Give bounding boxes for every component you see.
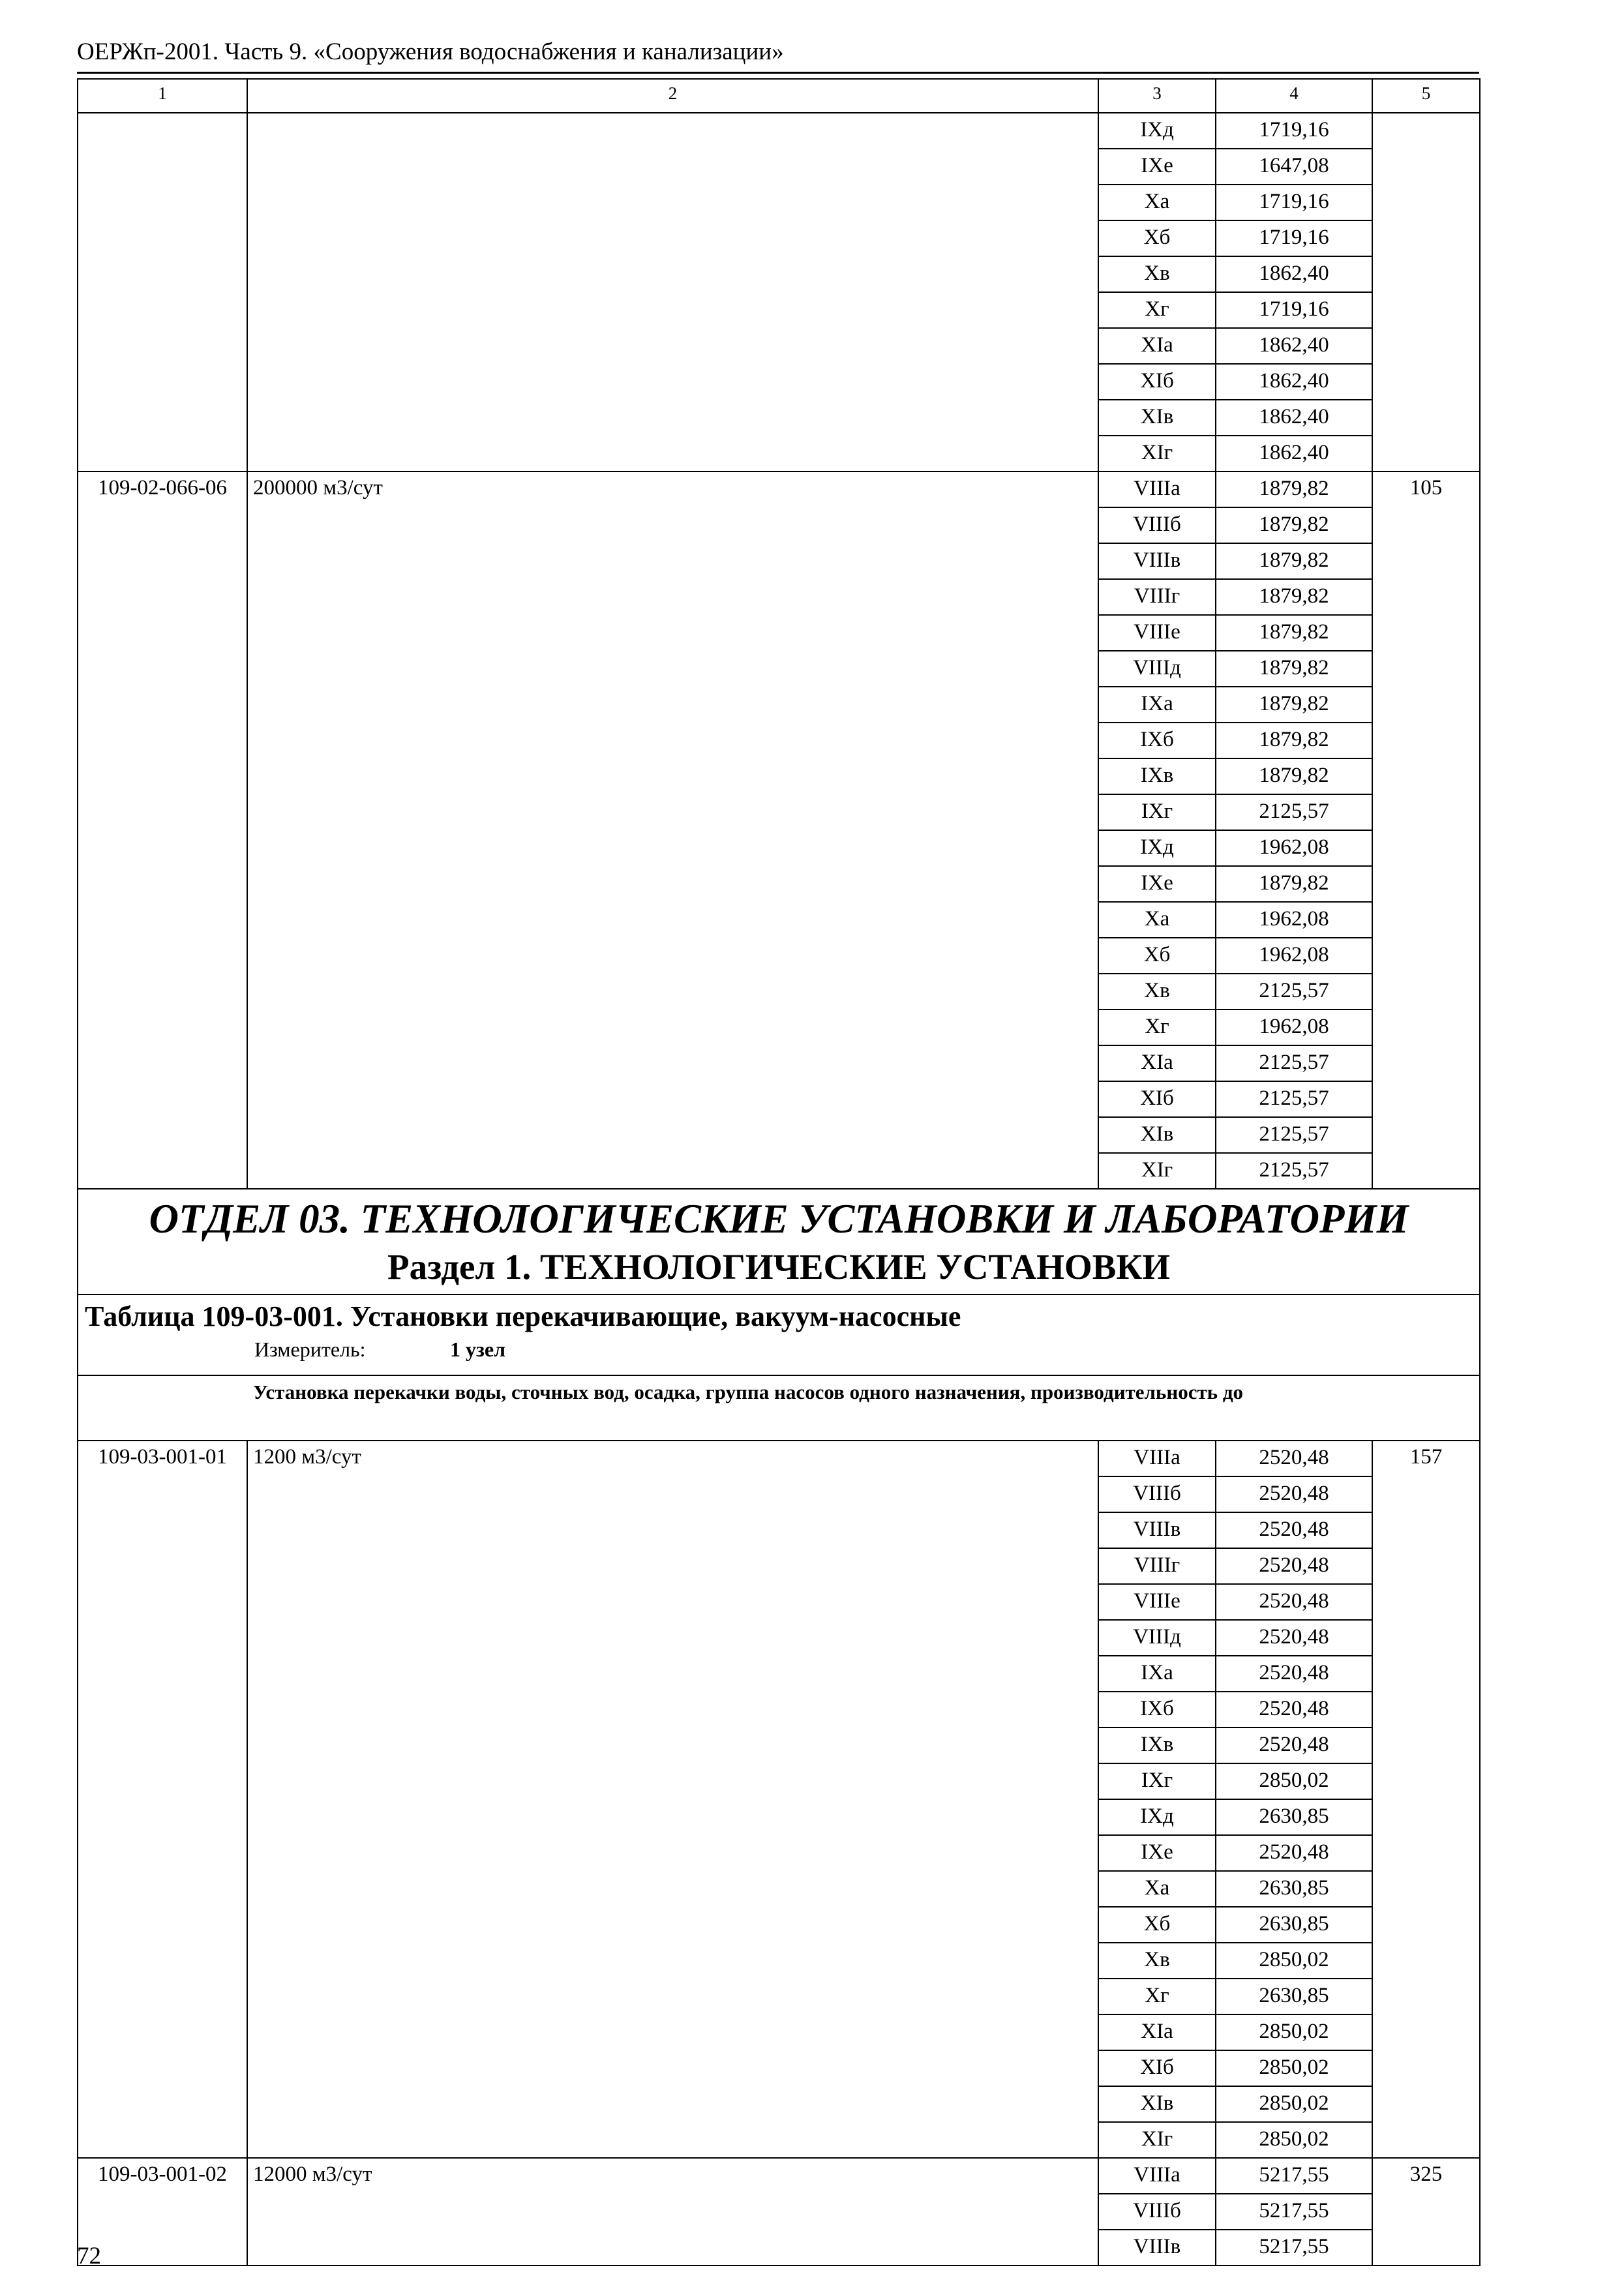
region-cell: Xв [1098, 256, 1216, 292]
table-title-row [78, 1294, 1480, 1375]
table-row [78, 1441, 1480, 1476]
region-cell: VIIIб [1098, 2194, 1216, 2230]
item-value: 157 [1372, 1441, 1480, 2158]
section-heading-row [78, 1189, 1480, 1294]
item-description: 12000 м3/сут [247, 2158, 1098, 2266]
region-cell: VIIIе [1098, 615, 1216, 651]
item-description [247, 113, 1098, 471]
price-cell: 2520,48 [1216, 1728, 1372, 1763]
price-cell: 1879,82 [1216, 687, 1372, 723]
price-cell: 2520,48 [1216, 1476, 1372, 1512]
region-cell: XIг [1098, 436, 1216, 471]
table-title: Таблица 109-03-001. Установки перекачивающие, вакуум-насосные [85, 1300, 961, 1332]
running-header: ОЕРЖп-2001. Часть 9. «Сооружения водоснабжения и канализации» [77, 38, 784, 65]
item-value: 105 [1372, 471, 1480, 1189]
price-cell: 2630,85 [1216, 1907, 1372, 1943]
table-row [78, 471, 1480, 507]
price-cell: 1862,40 [1216, 364, 1372, 400]
price-cell: 1879,82 [1216, 615, 1372, 651]
region-cell: IXа [1098, 687, 1216, 723]
region-cell: XIа [1098, 2014, 1216, 2050]
region-cell: VIIIа [1098, 2158, 1216, 2194]
price-cell: 1879,82 [1216, 651, 1372, 687]
section-heading-cell [78, 1189, 1480, 1294]
region-cell: VIIIд [1098, 651, 1216, 687]
price-cell: 1862,40 [1216, 400, 1372, 436]
price-cell: 2125,57 [1216, 1117, 1372, 1153]
price-cell: 2520,48 [1216, 1835, 1372, 1871]
region-cell: VIIIг [1098, 1548, 1216, 1584]
price-cell: 1647,08 [1216, 149, 1372, 185]
region-cell: IXб [1098, 723, 1216, 758]
price-cell: 2850,02 [1216, 1763, 1372, 1799]
region-cell: VIIIг [1098, 579, 1216, 615]
region-cell: IXв [1098, 1728, 1216, 1763]
region-cell: IXв [1098, 758, 1216, 794]
price-cell: 1962,08 [1216, 830, 1372, 866]
group-description: Установка перекачки воды, сточных вод, осадка, группа насосов одного назначения, производительность до [78, 1375, 1480, 1441]
region-cell: IXг [1098, 794, 1216, 830]
region-cell: XIа [1098, 328, 1216, 364]
table-row [78, 2158, 1480, 2194]
price-cell: 2125,57 [1216, 1153, 1372, 1189]
column-number: 1 [78, 79, 247, 113]
table-row [78, 113, 1480, 149]
price-cell: 2850,02 [1216, 2122, 1372, 2158]
measure-value: 1 узел [450, 1338, 506, 1361]
price-cell: 1879,82 [1216, 758, 1372, 794]
price-cell: 2520,48 [1216, 1512, 1372, 1548]
price-cell: 1862,40 [1216, 256, 1372, 292]
price-cell: 1879,82 [1216, 507, 1372, 543]
price-cell: 1879,82 [1216, 579, 1372, 615]
column-number-row [78, 79, 1480, 113]
item-code: 109-03-001-02 [78, 2158, 247, 2266]
price-cell: 2125,57 [1216, 1081, 1372, 1117]
measure-label: Измеритель: [254, 1338, 366, 1361]
item-description: 1200 м3/сут [247, 1441, 1098, 2158]
price-cell: 2850,02 [1216, 2014, 1372, 2050]
price-cell: 5217,55 [1216, 2194, 1372, 2230]
region-cell: Xг [1098, 292, 1216, 328]
region-cell: XIв [1098, 2086, 1216, 2122]
region-cell: XIа [1098, 1045, 1216, 1081]
region-cell: XIг [1098, 1153, 1216, 1189]
region-cell: Xг [1098, 1979, 1216, 2014]
price-cell: 1962,08 [1216, 1010, 1372, 1045]
price-cell: 2520,48 [1216, 1548, 1372, 1584]
price-cell: 2630,85 [1216, 1871, 1372, 1907]
price-cell: 1719,16 [1216, 220, 1372, 256]
price-cell: 2520,48 [1216, 1584, 1372, 1620]
page-number: 72 [77, 2243, 101, 2269]
item-code: 109-02-066-06 [78, 471, 247, 1189]
region-cell: Xв [1098, 974, 1216, 1010]
price-cell: 1862,40 [1216, 328, 1372, 364]
price-cell: 2850,02 [1216, 2050, 1372, 2086]
price-cell: 1719,16 [1216, 292, 1372, 328]
price-table [77, 78, 1481, 2266]
price-cell: 1879,82 [1216, 543, 1372, 579]
region-cell: VIIIв [1098, 543, 1216, 579]
region-cell: IXе [1098, 866, 1216, 902]
item-description: 200000 м3/сут [247, 471, 1098, 1189]
price-cell: 2125,57 [1216, 974, 1372, 1010]
header-divider [77, 72, 1479, 74]
item-code [78, 113, 247, 471]
price-cell: 2125,57 [1216, 794, 1372, 830]
region-cell: IXе [1098, 149, 1216, 185]
price-cell: 1719,16 [1216, 113, 1372, 149]
region-cell: VIIIв [1098, 1512, 1216, 1548]
region-cell: Xв [1098, 1943, 1216, 1979]
region-cell: XIв [1098, 1117, 1216, 1153]
region-cell: Xа [1098, 185, 1216, 220]
price-cell: 2125,57 [1216, 1045, 1372, 1081]
item-value: 325 [1372, 2158, 1480, 2266]
region-cell: XIб [1098, 1081, 1216, 1117]
region-cell: IXа [1098, 1656, 1216, 1692]
price-cell: 1962,08 [1216, 938, 1372, 974]
item-value [1372, 113, 1480, 471]
column-number: 3 [1098, 79, 1216, 113]
item-code: 109-03-001-01 [78, 1441, 247, 2158]
region-cell: XIг [1098, 2122, 1216, 2158]
price-cell: 1879,82 [1216, 723, 1372, 758]
region-cell: IXд [1098, 830, 1216, 866]
region-cell: VIIIа [1098, 1441, 1216, 1476]
price-cell: 2850,02 [1216, 2086, 1372, 2122]
price-cell: 2630,85 [1216, 1979, 1372, 2014]
price-cell: 2850,02 [1216, 1943, 1372, 1979]
region-cell: XIв [1098, 400, 1216, 436]
price-cell: 1862,40 [1216, 436, 1372, 471]
price-cell: 2520,48 [1216, 1656, 1372, 1692]
razdel-title: Раздел 1. ТЕХНОЛОГИЧЕСКИЕ УСТАНОВКИ [387, 1247, 1170, 1287]
group-row [78, 1375, 1480, 1441]
region-cell: VIIIа [1098, 471, 1216, 507]
region-cell: VIIIв [1098, 2230, 1216, 2266]
price-cell: 1719,16 [1216, 185, 1372, 220]
region-cell: IXд [1098, 1799, 1216, 1835]
price-cell: 1879,82 [1216, 866, 1372, 902]
region-cell: IXг [1098, 1763, 1216, 1799]
price-cell: 2520,48 [1216, 1620, 1372, 1656]
department-title: ОТДЕЛ 03. ТЕХНОЛОГИЧЕСКИЕ УСТАНОВКИ И ЛАБОРАТОРИИ [149, 1196, 1409, 1242]
region-cell: XIб [1098, 2050, 1216, 2086]
column-number: 2 [247, 79, 1098, 113]
price-cell: 1879,82 [1216, 471, 1372, 507]
column-number: 5 [1372, 79, 1480, 113]
price-cell: 2520,48 [1216, 1692, 1372, 1728]
region-cell: VIIIд [1098, 1620, 1216, 1656]
region-cell: IXб [1098, 1692, 1216, 1728]
region-cell: Xб [1098, 938, 1216, 974]
region-cell: IXе [1098, 1835, 1216, 1871]
region-cell: Xб [1098, 1907, 1216, 1943]
region-cell: VIIIе [1098, 1584, 1216, 1620]
table-title-cell [78, 1294, 1480, 1375]
price-cell: 2630,85 [1216, 1799, 1372, 1835]
region-cell: XIб [1098, 364, 1216, 400]
region-cell: Xб [1098, 220, 1216, 256]
region-cell: Xа [1098, 902, 1216, 938]
region-cell: Xг [1098, 1010, 1216, 1045]
region-cell: IXд [1098, 113, 1216, 149]
price-cell: 1962,08 [1216, 902, 1372, 938]
region-cell: VIIIб [1098, 1476, 1216, 1512]
price-cell: 5217,55 [1216, 2230, 1372, 2266]
price-cell: 2520,48 [1216, 1441, 1372, 1476]
price-cell: 5217,55 [1216, 2158, 1372, 2194]
column-number: 4 [1216, 79, 1372, 113]
region-cell: Xа [1098, 1871, 1216, 1907]
region-cell: VIIIб [1098, 507, 1216, 543]
measure-line [85, 1336, 1473, 1363]
